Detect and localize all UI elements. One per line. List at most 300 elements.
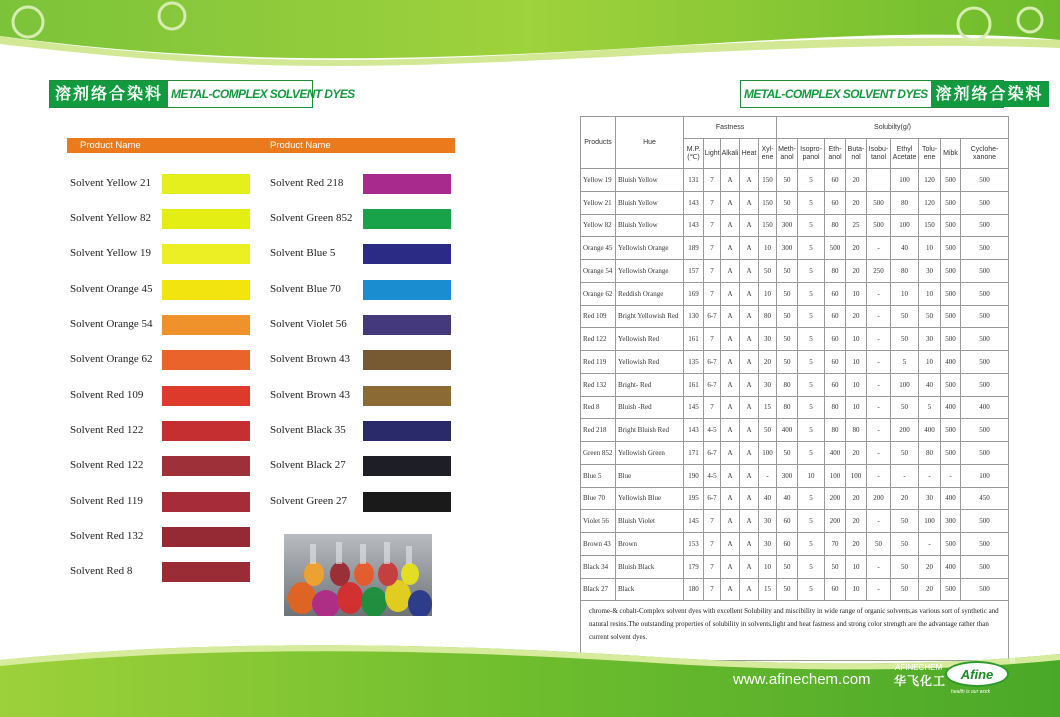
value-cell: A xyxy=(721,282,740,305)
value-cell: 100 xyxy=(759,442,777,465)
value-cell: 20 xyxy=(846,442,867,465)
value-cell: 400 xyxy=(777,419,798,442)
table-row xyxy=(581,282,1009,305)
hue-cell: Bright- Red xyxy=(616,373,684,396)
value-cell: A xyxy=(721,237,740,260)
value-cell: A xyxy=(740,487,759,510)
table-row xyxy=(581,487,1009,510)
color-swatch xyxy=(162,421,250,441)
value-cell: 5 xyxy=(798,555,825,578)
color-swatch xyxy=(162,386,250,406)
hue-cell: Bright Bluish Red xyxy=(616,419,684,442)
header-decoration xyxy=(0,0,1060,70)
value-cell: 10 xyxy=(846,555,867,578)
hue-cell: Bright Yellowish Red xyxy=(616,305,684,328)
value-cell: 500 xyxy=(941,237,961,260)
product-name: Solvent Violet 56 xyxy=(270,318,347,330)
value-cell: - xyxy=(867,578,891,601)
value-cell: 15 xyxy=(759,578,777,601)
color-swatch xyxy=(162,174,250,194)
product-description-note: chrome-& cobalt-Complex solvent dyes with excellent Solubility and miscibility in wide range of organic solvents,as various sort of synthetic and natural resins.The outstanding properties of solubility in solvents,light and heat fastness and strong color strength are the advantage rather than current solvent dyes. xyxy=(581,601,1009,661)
product-cell: Black 27 xyxy=(581,578,616,601)
table-header xyxy=(581,117,1009,169)
value-cell: 145 xyxy=(684,510,704,533)
value-cell: A xyxy=(740,533,759,556)
value-cell: 40 xyxy=(891,237,919,260)
table-row xyxy=(581,373,1009,396)
value-cell: A xyxy=(721,169,740,192)
value-cell: 500 xyxy=(961,419,1009,442)
value-cell: 500 xyxy=(961,442,1009,465)
value-cell: 80 xyxy=(777,373,798,396)
product-name-header-right: Product Name xyxy=(270,140,331,151)
product-name: Solvent Green 27 xyxy=(270,495,347,507)
product-cell: Red 8 xyxy=(581,396,616,419)
value-cell: A xyxy=(721,487,740,510)
table-row xyxy=(581,328,1009,351)
value-cell: 80 xyxy=(891,260,919,283)
product-name: Solvent Green 852 xyxy=(270,212,353,224)
value-cell: 50 xyxy=(759,260,777,283)
value-cell: 190 xyxy=(684,464,704,487)
value-cell: 20 xyxy=(891,487,919,510)
value-cell: A xyxy=(740,396,759,419)
color-swatch xyxy=(363,244,451,264)
color-swatch xyxy=(162,492,250,512)
value-cell: A xyxy=(740,237,759,260)
value-cell: A xyxy=(721,191,740,214)
header-butanol: Buta- nol xyxy=(846,139,867,169)
value-cell: 5 xyxy=(798,191,825,214)
value-cell: 100 xyxy=(846,464,867,487)
value-cell: 5 xyxy=(798,487,825,510)
solubility-table-container xyxy=(580,116,1008,646)
color-swatch xyxy=(363,421,451,441)
value-cell: 50 xyxy=(777,578,798,601)
product-name: Solvent Yellow 19 xyxy=(70,247,151,259)
product-name: Solvent Red 122 xyxy=(70,424,144,436)
table-row xyxy=(581,533,1009,556)
hue-cell: Bluish Yellow xyxy=(616,169,684,192)
hue-cell: Yellowish Orange xyxy=(616,237,684,260)
value-cell: 120 xyxy=(919,169,941,192)
title-chinese: 溶剂络合染料 xyxy=(931,81,1049,107)
value-cell: 20 xyxy=(846,487,867,510)
value-cell: 80 xyxy=(846,419,867,442)
table-row xyxy=(581,555,1009,578)
value-cell: 100 xyxy=(961,464,1009,487)
value-cell: 500 xyxy=(961,373,1009,396)
value-cell: 80 xyxy=(919,442,941,465)
value-cell: 500 xyxy=(941,260,961,283)
value-cell: - xyxy=(867,305,891,328)
hue-cell: Bluish Black xyxy=(616,555,684,578)
value-cell: 50 xyxy=(891,578,919,601)
hue-cell: Yellowish Blue xyxy=(616,487,684,510)
product-name: Solvent Yellow 82 xyxy=(70,212,151,224)
table-row xyxy=(581,237,1009,260)
value-cell: 60 xyxy=(825,191,846,214)
value-cell: 5 xyxy=(891,351,919,374)
value-cell: 4-5 xyxy=(704,464,721,487)
table-row xyxy=(581,510,1009,533)
product-cell: Red 122 xyxy=(581,328,616,351)
value-cell: 50 xyxy=(891,510,919,533)
value-cell: 20 xyxy=(846,237,867,260)
value-cell: 179 xyxy=(684,555,704,578)
solubility-table xyxy=(580,116,1009,661)
hue-cell: Black xyxy=(616,578,684,601)
hue-cell: Blue xyxy=(616,464,684,487)
table-row xyxy=(581,214,1009,237)
product-name: Solvent Red 122 xyxy=(70,459,144,471)
value-cell: - xyxy=(867,237,891,260)
value-cell: A xyxy=(721,305,740,328)
company-name-cn: 华飞化工 xyxy=(894,674,947,688)
value-cell: 10 xyxy=(846,578,867,601)
value-cell: - xyxy=(919,533,941,556)
value-cell: 157 xyxy=(684,260,704,283)
value-cell: 6-7 xyxy=(704,487,721,510)
value-cell: 50 xyxy=(777,351,798,374)
value-cell: A xyxy=(740,214,759,237)
value-cell: 5 xyxy=(798,442,825,465)
value-cell: - xyxy=(867,396,891,419)
value-cell: 30 xyxy=(759,510,777,533)
value-cell: 500 xyxy=(941,214,961,237)
value-cell: 6-7 xyxy=(704,373,721,396)
value-cell: 50 xyxy=(891,396,919,419)
value-cell: 20 xyxy=(919,555,941,578)
value-cell: 80 xyxy=(777,396,798,419)
product-cell: Blue 5 xyxy=(581,464,616,487)
value-cell: 5 xyxy=(798,510,825,533)
value-cell: 400 xyxy=(961,396,1009,419)
value-cell: 5 xyxy=(798,282,825,305)
header-ethyl-acetate: Ethyl Acetate xyxy=(891,139,919,169)
value-cell: 50 xyxy=(825,555,846,578)
product-name: Solvent Blue 5 xyxy=(270,247,336,259)
value-cell: - xyxy=(891,464,919,487)
header-mibk: Mibk xyxy=(941,139,961,169)
value-cell: 30 xyxy=(759,373,777,396)
header-cyclohexanone: Cyclohe- xanone xyxy=(961,139,1009,169)
header-fastness: Fastness xyxy=(684,117,777,139)
product-cell: Brown 43 xyxy=(581,533,616,556)
value-cell: 6-7 xyxy=(704,351,721,374)
value-cell: - xyxy=(867,464,891,487)
header-solubility: Solubilty(g/) xyxy=(777,117,1009,139)
product-cell: Red 119 xyxy=(581,351,616,374)
value-cell: 7 xyxy=(704,578,721,601)
product-cell: Black 34 xyxy=(581,555,616,578)
value-cell: A xyxy=(721,328,740,351)
color-swatch xyxy=(162,315,250,335)
value-cell: 30 xyxy=(759,533,777,556)
value-cell: 450 xyxy=(961,487,1009,510)
left-section-title xyxy=(49,80,355,108)
value-cell: 50 xyxy=(891,328,919,351)
footer-slogan: health is our work xyxy=(951,689,991,695)
value-cell: 5 xyxy=(798,396,825,419)
color-swatch xyxy=(162,209,250,229)
value-cell: 30 xyxy=(919,260,941,283)
value-cell: 161 xyxy=(684,328,704,351)
footer-url[interactable]: www.afinechem.com xyxy=(733,671,871,688)
product-name: Solvent Brown 43 xyxy=(270,389,351,401)
value-cell: 131 xyxy=(684,169,704,192)
value-cell: 50 xyxy=(777,169,798,192)
value-cell: 10 xyxy=(759,555,777,578)
value-cell: 400 xyxy=(941,555,961,578)
value-cell: 5 xyxy=(798,214,825,237)
value-cell: 5 xyxy=(798,328,825,351)
value-cell: 5 xyxy=(798,351,825,374)
value-cell: A xyxy=(740,169,759,192)
value-cell: - xyxy=(759,464,777,487)
value-cell: 10 xyxy=(798,464,825,487)
value-cell: 500 xyxy=(941,191,961,214)
value-cell: 5 xyxy=(798,578,825,601)
value-cell: 80 xyxy=(759,305,777,328)
value-cell: A xyxy=(721,373,740,396)
title-chinese: 溶剂络合染料 xyxy=(50,81,168,107)
value-cell: 5 xyxy=(798,305,825,328)
value-cell: 143 xyxy=(684,419,704,442)
value-cell: 143 xyxy=(684,191,704,214)
table-row xyxy=(581,396,1009,419)
value-cell: 500 xyxy=(941,373,961,396)
value-cell: 10 xyxy=(846,351,867,374)
value-cell: 150 xyxy=(919,214,941,237)
value-cell: 7 xyxy=(704,191,721,214)
value-cell: A xyxy=(740,419,759,442)
product-cell: Yellow 21 xyxy=(581,191,616,214)
value-cell: 100 xyxy=(891,169,919,192)
value-cell: 10 xyxy=(919,351,941,374)
value-cell: 50 xyxy=(777,555,798,578)
value-cell: - xyxy=(941,464,961,487)
value-cell: A xyxy=(740,328,759,351)
header-ethanol: Eth- anol xyxy=(825,139,846,169)
value-cell: 7 xyxy=(704,169,721,192)
right-section-title xyxy=(740,80,1044,108)
value-cell: 100 xyxy=(891,373,919,396)
value-cell: A xyxy=(740,260,759,283)
product-cell: Red 109 xyxy=(581,305,616,328)
value-cell: A xyxy=(721,464,740,487)
product-cell: Orange 54 xyxy=(581,260,616,283)
value-cell: 20 xyxy=(759,351,777,374)
product-name: Solvent Black 27 xyxy=(270,459,346,471)
afine-logo xyxy=(945,661,1009,687)
value-cell: 20 xyxy=(846,191,867,214)
hue-cell: Yellowish Orange xyxy=(616,260,684,283)
value-cell: - xyxy=(867,555,891,578)
value-cell: 200 xyxy=(891,419,919,442)
hue-cell: Yellowish Red xyxy=(616,328,684,351)
color-swatch xyxy=(162,456,250,476)
value-cell: 5 xyxy=(798,260,825,283)
value-cell: 70 xyxy=(825,533,846,556)
value-cell: 7 xyxy=(704,396,721,419)
product-cell: Blue 70 xyxy=(581,487,616,510)
value-cell: 80 xyxy=(825,214,846,237)
color-swatch xyxy=(363,456,451,476)
table-row xyxy=(581,419,1009,442)
value-cell: 500 xyxy=(961,328,1009,351)
value-cell: A xyxy=(740,555,759,578)
value-cell: A xyxy=(740,442,759,465)
value-cell: 7 xyxy=(704,533,721,556)
color-swatch xyxy=(162,562,250,582)
value-cell: 10 xyxy=(919,237,941,260)
header-toluene: Tolu- ene xyxy=(919,139,941,169)
table-row xyxy=(581,578,1009,601)
header-mp: M.P. (℃) xyxy=(684,139,704,169)
value-cell: 10 xyxy=(759,282,777,305)
value-cell: - xyxy=(919,464,941,487)
value-cell: 500 xyxy=(961,260,1009,283)
value-cell: 500 xyxy=(961,305,1009,328)
value-cell: - xyxy=(867,282,891,305)
value-cell: 400 xyxy=(941,351,961,374)
value-cell: 6-7 xyxy=(704,305,721,328)
value-cell: 169 xyxy=(684,282,704,305)
value-cell: A xyxy=(721,510,740,533)
value-cell: 4-5 xyxy=(704,419,721,442)
value-cell: 60 xyxy=(825,305,846,328)
value-cell: 400 xyxy=(941,487,961,510)
value-cell: 7 xyxy=(704,214,721,237)
product-cell: Violet 56 xyxy=(581,510,616,533)
color-swatch xyxy=(363,280,451,300)
value-cell: 7 xyxy=(704,237,721,260)
value-cell: 20 xyxy=(846,169,867,192)
hue-cell: Yellowish Red xyxy=(616,351,684,374)
value-cell: 500 xyxy=(941,533,961,556)
value-cell: 500 xyxy=(961,533,1009,556)
value-cell: 189 xyxy=(684,237,704,260)
header-light: Light xyxy=(704,139,721,169)
value-cell: 500 xyxy=(961,578,1009,601)
color-swatch xyxy=(363,209,451,229)
product-list-header xyxy=(67,138,455,153)
color-swatch xyxy=(363,315,451,335)
value-cell: 60 xyxy=(825,578,846,601)
value-cell: 80 xyxy=(825,396,846,419)
value-cell: 300 xyxy=(777,214,798,237)
value-cell: 60 xyxy=(825,169,846,192)
value-cell: 50 xyxy=(891,533,919,556)
value-cell: 400 xyxy=(825,442,846,465)
value-cell: 60 xyxy=(825,351,846,374)
value-cell: 50 xyxy=(891,442,919,465)
product-cell: Yellow 82 xyxy=(581,214,616,237)
value-cell: 60 xyxy=(825,282,846,305)
value-cell: 150 xyxy=(759,169,777,192)
header-methanol: Meth- anol xyxy=(777,139,798,169)
header-alkali: Alkali xyxy=(721,139,740,169)
value-cell: 7 xyxy=(704,510,721,533)
hue-cell: Bluish -Red xyxy=(616,396,684,419)
value-cell: 500 xyxy=(867,214,891,237)
value-cell: 10 xyxy=(846,373,867,396)
value-cell: A xyxy=(740,305,759,328)
value-cell: 171 xyxy=(684,442,704,465)
value-cell: 400 xyxy=(941,396,961,419)
value-cell: A xyxy=(721,214,740,237)
value-cell: - xyxy=(867,351,891,374)
product-name: Solvent Yellow 21 xyxy=(70,177,151,189)
header-heat: Heat xyxy=(740,139,759,169)
value-cell: 7 xyxy=(704,555,721,578)
value-cell: 250 xyxy=(867,260,891,283)
value-cell: 50 xyxy=(891,555,919,578)
value-cell: 300 xyxy=(777,237,798,260)
value-cell: 150 xyxy=(759,214,777,237)
value-cell: 20 xyxy=(846,260,867,283)
hue-cell: Bluish Violet xyxy=(616,510,684,533)
value-cell: 10 xyxy=(919,282,941,305)
value-cell: A xyxy=(721,578,740,601)
product-name: Solvent Brown 43 xyxy=(270,353,351,365)
value-cell: - xyxy=(867,328,891,351)
product-name: Solvent Orange 54 xyxy=(70,318,153,330)
value-cell: A xyxy=(740,373,759,396)
title-english: METAL-COMPLEX SOLVENT DYES xyxy=(744,87,928,101)
color-swatch xyxy=(162,280,250,300)
value-cell: 500 xyxy=(941,442,961,465)
value-cell: 500 xyxy=(961,555,1009,578)
value-cell: A xyxy=(721,442,740,465)
product-cell: Yellow 19 xyxy=(581,169,616,192)
value-cell: 5 xyxy=(798,373,825,396)
value-cell: 40 xyxy=(759,487,777,510)
value-cell: 50 xyxy=(777,260,798,283)
table-row xyxy=(581,464,1009,487)
value-cell: 30 xyxy=(759,328,777,351)
value-cell: 500 xyxy=(961,169,1009,192)
value-cell: 500 xyxy=(961,510,1009,533)
value-cell xyxy=(867,169,891,192)
product-cell: Orange 45 xyxy=(581,237,616,260)
value-cell: 6-7 xyxy=(704,442,721,465)
color-swatch xyxy=(363,350,451,370)
header-hue: Hue xyxy=(616,117,684,169)
value-cell: 200 xyxy=(825,487,846,510)
product-cell: Orange 62 xyxy=(581,282,616,305)
company-name-en: AFINECHEM xyxy=(895,663,943,672)
value-cell: 500 xyxy=(941,419,961,442)
table-row xyxy=(581,351,1009,374)
value-cell: 500 xyxy=(941,169,961,192)
table-row xyxy=(581,305,1009,328)
value-cell: A xyxy=(721,351,740,374)
value-cell: 50 xyxy=(891,305,919,328)
logo-text: Afine xyxy=(960,666,994,682)
value-cell: 50 xyxy=(919,305,941,328)
value-cell: - xyxy=(867,373,891,396)
header-isopropanol: Isopro- panol xyxy=(798,139,825,169)
value-cell: 80 xyxy=(891,191,919,214)
value-cell: 150 xyxy=(759,191,777,214)
hue-cell: Bluish Yellow xyxy=(616,191,684,214)
value-cell: 500 xyxy=(825,237,846,260)
value-cell: 5 xyxy=(798,533,825,556)
product-name: Solvent Black 35 xyxy=(270,424,346,436)
value-cell: 500 xyxy=(961,351,1009,374)
